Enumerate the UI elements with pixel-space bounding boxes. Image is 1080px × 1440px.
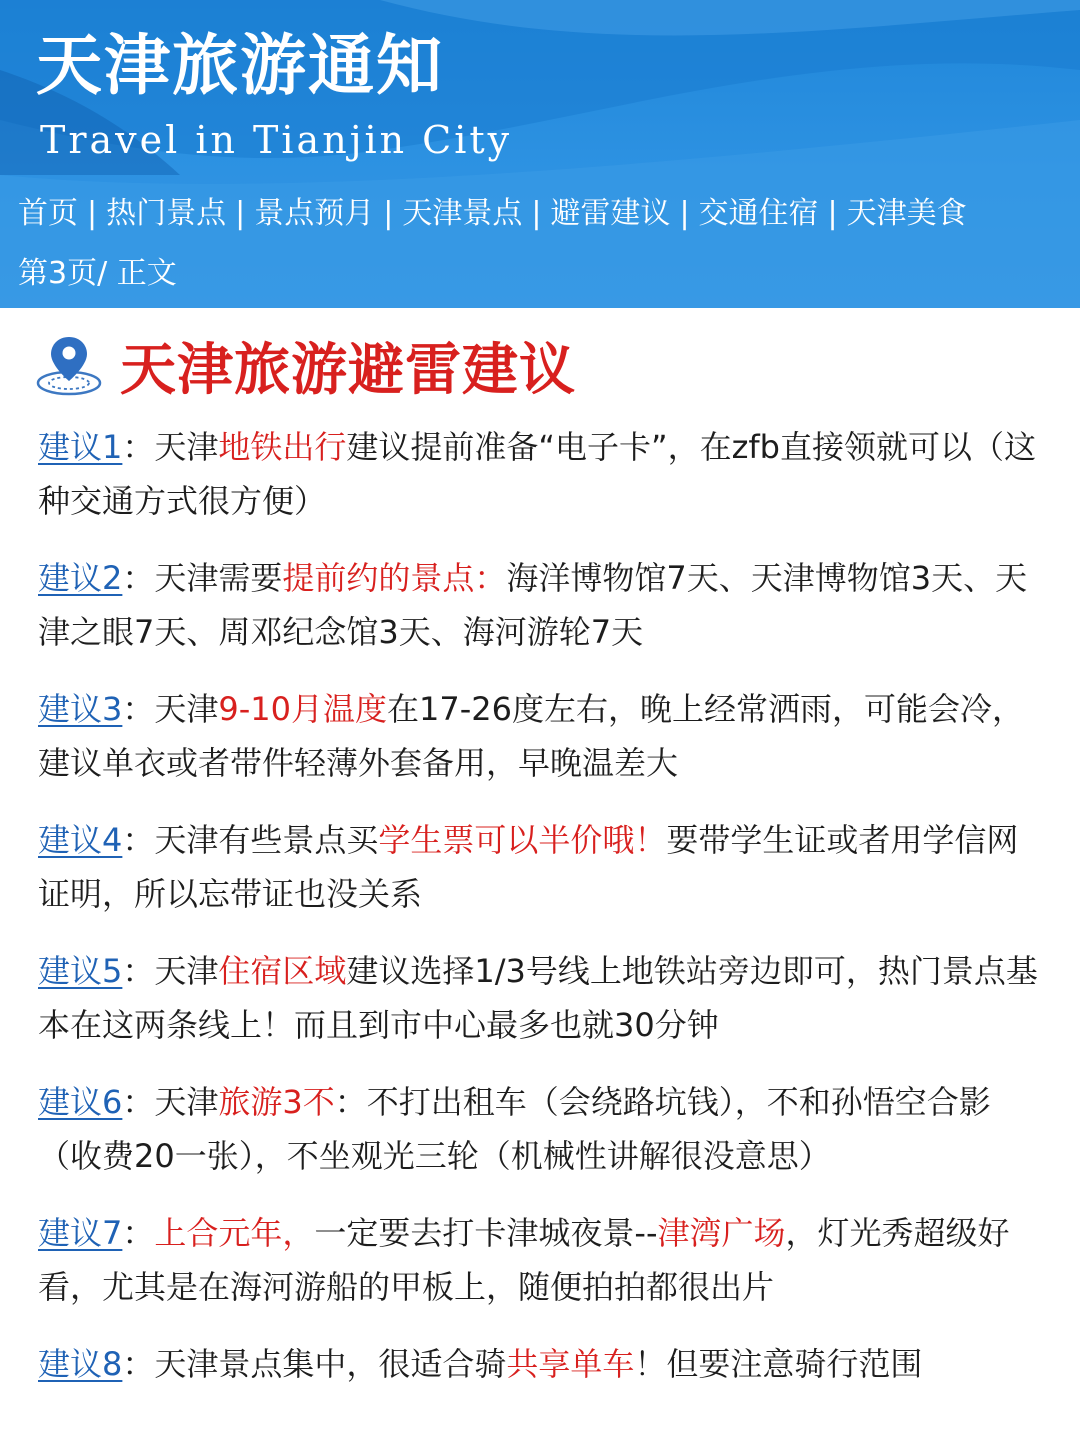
- tip-highlight: 学生票可以半价哦！: [378, 821, 667, 859]
- nav-separator: |: [383, 196, 394, 231]
- top-nav: [18, 196, 967, 232]
- tip-label-link[interactable]: 建议4: [38, 821, 123, 859]
- nav-separator: |: [235, 196, 246, 231]
- brand-subtitle: Travel in Tianjin City: [40, 118, 513, 162]
- tip-text: ：: [122, 1214, 155, 1252]
- tip-label-link[interactable]: 建议3: [38, 690, 123, 728]
- tip-item: [38, 551, 1048, 659]
- tip-highlight: 旅游3不: [218, 1083, 335, 1121]
- tip-item: [38, 813, 1048, 921]
- tip-item: [38, 1206, 1048, 1314]
- nav-separator: |: [827, 196, 838, 231]
- tip-highlight: 地铁出行: [218, 428, 347, 466]
- tip-text: ：天津: [122, 1083, 219, 1121]
- tip-text: 海洋博物馆7天、天津博物馆3天、天津之眼7天、周邓纪念馆3天、海河游轮7天: [38, 559, 1028, 651]
- nav-separator: |: [679, 196, 690, 231]
- tip-text: ：天津有些景点买: [122, 821, 379, 859]
- tip-item: [38, 944, 1048, 1052]
- tip-text: 在17-26度左右，晚上经常洒雨，可能会冷，建议单衣或者带件轻薄外套备用，早晚温差大: [38, 690, 1025, 782]
- tip-highlight: 共享单车: [506, 1345, 635, 1383]
- tip-text: ！但要注意骑行范围: [634, 1345, 923, 1383]
- map-pin-icon: [34, 333, 104, 399]
- tip-highlight: 提前约的景点：: [282, 559, 507, 597]
- nav-item-food[interactable]: 天津美食: [846, 196, 967, 231]
- tip-item: [38, 420, 1048, 528]
- nav-separator: |: [87, 196, 98, 231]
- tip-highlight: 9-10月温度: [218, 690, 388, 728]
- nav-item-transport-stay[interactable]: 交通住宿: [698, 196, 819, 231]
- tip-label-link[interactable]: 建议1: [38, 428, 123, 466]
- page-header: [0, 0, 1080, 308]
- nav-item-home[interactable]: 首页: [18, 196, 78, 231]
- tip-text: 要带学生证或者用学信网证明，所以忘带证也没关系: [38, 821, 1019, 913]
- nav-item-tianjin-spots[interactable]: 天津景点: [402, 196, 523, 231]
- brand-title: 天津旅游通知: [36, 27, 444, 104]
- tip-text: 一定要去打卡津城夜景--: [314, 1214, 658, 1252]
- tip-text: 建议提前准备“电子卡”，在zfb直接领就可以（这种交通方式很方便）: [38, 428, 1036, 520]
- tip-text: ：天津: [122, 428, 219, 466]
- nav-item-avoid-tips[interactable]: 避雷建议: [550, 196, 671, 231]
- tip-highlight: 上合元年，: [154, 1214, 315, 1252]
- breadcrumb: 第3页/ 正文: [18, 256, 177, 291]
- tip-label-link[interactable]: 建议2: [38, 559, 123, 597]
- tip-label-link[interactable]: 建议7: [38, 1214, 123, 1252]
- nav-separator: |: [531, 196, 542, 231]
- tip-highlight: 津湾广场: [657, 1214, 786, 1252]
- tip-text: ：天津需要: [122, 559, 283, 597]
- tip-item: [38, 1337, 1048, 1391]
- tip-text: ：天津: [122, 690, 219, 728]
- tip-text: ：不打出租车（会绕路坑钱），不和孙悟空合影（收费20一张），不坐观光三轮（机械性讲解很没意思）: [38, 1083, 991, 1175]
- tips-list: [38, 420, 1048, 1414]
- tip-label-link[interactable]: 建议8: [38, 1345, 123, 1383]
- section-heading: 天津旅游避雷建议: [120, 338, 576, 403]
- section-title: [34, 326, 576, 406]
- tip-text: 建议选择1/3号线上地铁站旁边即可，热门景点基本在这两条线上！而且到市中心最多也就30分钟: [38, 952, 1038, 1044]
- tip-label-link[interactable]: 建议6: [38, 1083, 123, 1121]
- tip-label-link[interactable]: 建议5: [38, 952, 123, 990]
- tip-text: ：天津: [122, 952, 219, 990]
- nav-item-popular-spots[interactable]: 热门景点: [106, 196, 227, 231]
- tip-item: [38, 1075, 1048, 1183]
- tip-item: [38, 682, 1048, 790]
- tip-text: ：天津景点集中，很适合骑: [122, 1345, 507, 1383]
- tip-highlight: 住宿区域: [218, 952, 347, 990]
- nav-item-booking[interactable]: 景点预月: [254, 196, 375, 231]
- tip-text: ，灯光秀超级好看，尤其是在海河游船的甲板上，随便拍拍都很出片: [38, 1214, 1010, 1306]
